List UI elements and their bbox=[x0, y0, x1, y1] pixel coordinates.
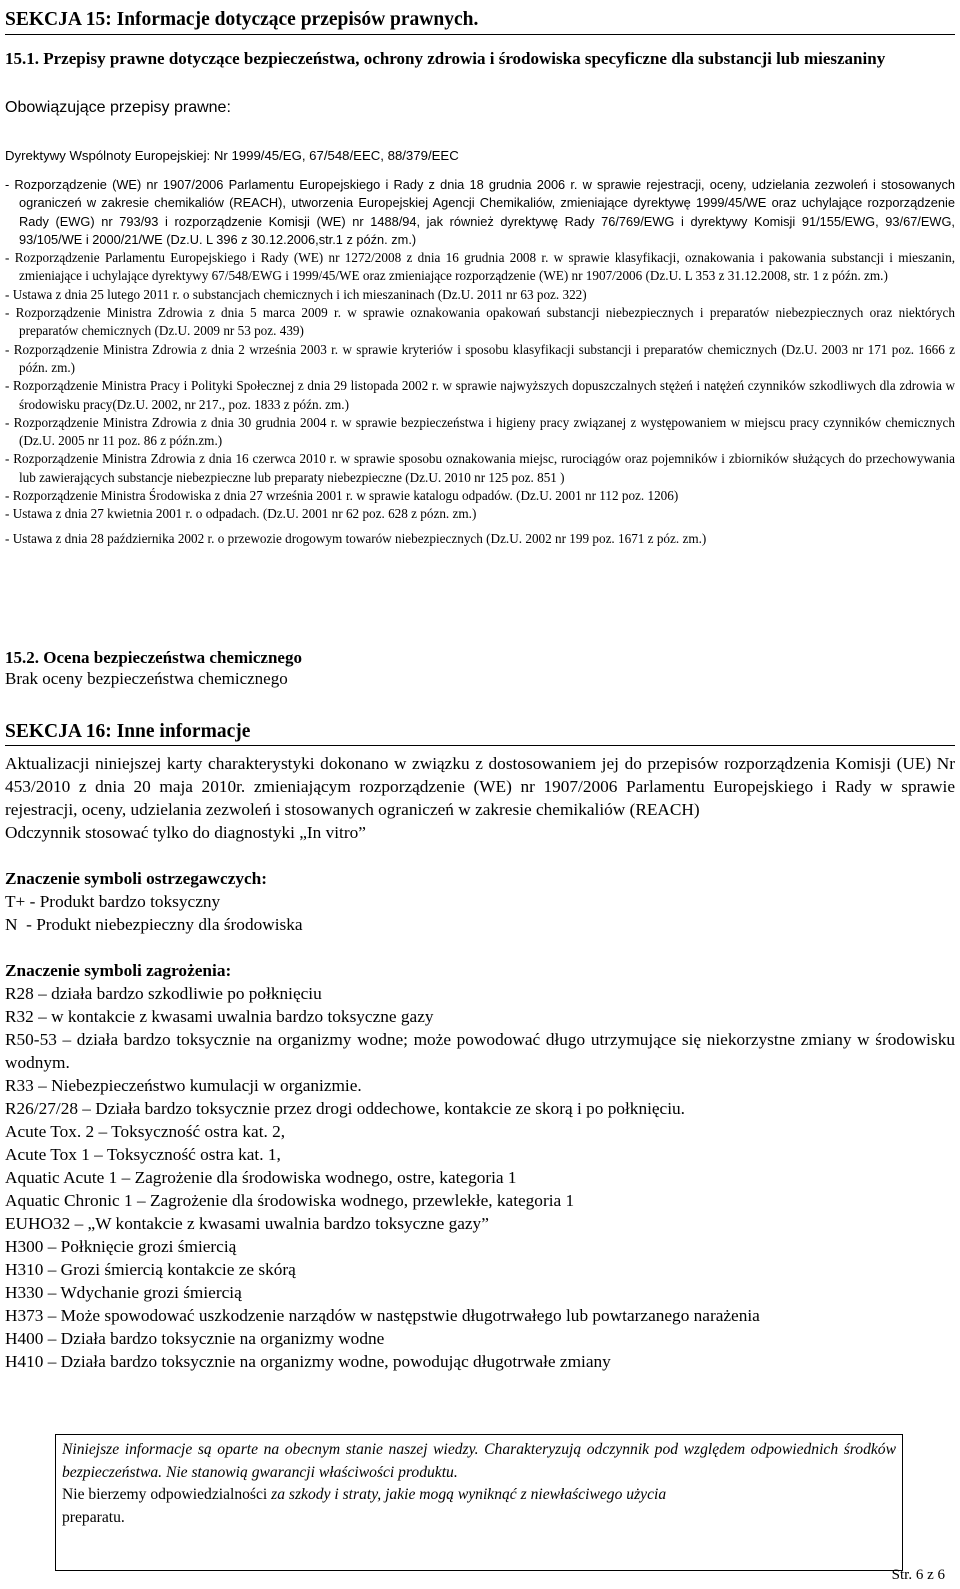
chemical-safety-assessment-text: Brak oceny bezpieczeństwa chemicznego bbox=[5, 669, 288, 688]
regulation-item: - Rozporządzenie (WE) nr 1907/2006 Parlamentu Europejskiego i Rady z dnia 18 grudnia 2006 r. w sprawie rejestracji, oceny, udzielania zezwoleń i stosowanych ograniczeń w zakresie chemikaliów (REACH), utworzenia Europejskiej Agencji Chemikaliów, zmieniające dyrektywę 1999/45/WE oraz uchylające rozporządzenie Rady (EWG) nr 793/93 i rozporządzenie Komisji (WE) nr 1488/94, jak również dyrektywę Rady 76/769/EWG i dyrektywy Komisji 91/155/EWG, 93/67/EWG, 93/105/WE i 2000/21/WE (Dz.U. L 396 z 30.12.2006,str.1 z późn. zm.) bbox=[5, 177, 955, 247]
eu-directives-line: Dyrektywy Wspólnoty Europejskiej: Nr 1999/45/EG, 67/548/EEC, 88/379/EEC bbox=[5, 148, 459, 163]
disclaimer-box bbox=[55, 1434, 903, 1571]
hazard-symbol-item: H300 – Połknięcie grozi śmiercią bbox=[5, 1237, 237, 1256]
hazard-symbol-item: Aquatic Chronic 1 – Zagrożenie dla środowiska wodnego, przewlekłe, kategoria 1 bbox=[5, 1191, 575, 1210]
disclaimer-line-2-normal: Nie bierzemy odpowiedzialności bbox=[62, 1486, 268, 1503]
disclaimer-line-1: Niniejsze informacje są oparte na obecnym stanie naszej wiedzy. Charakteryzują odczynnik pod względem odpowiednich środków bezpieczeństwa. Nie stanowią gwarancji właściwości produktu. bbox=[62, 1441, 896, 1481]
regulation-item: - Rozporządzenie Ministra Zdrowia z dnia 16 czerwca 2010 r. w sprawie sposobu oznakowania miejsc, rurociągów oraz pojemników i zbiorników służących do przechowywania lub zawierających substancje niebezpieczne lub preparaty niebezpieczne (Dz.U. 2010 nr 125 poz. 851 ) bbox=[5, 451, 955, 485]
section-15-title: SEKCJA 15: Informacje dotyczące przepisów prawnych. bbox=[5, 8, 955, 35]
hazard-symbol-item: R50-53 – działa bardzo toksycznie na organizmy wodne; może powodować długo utrzymujące się niekorzystne zmiany w środowisku wodnym. bbox=[5, 1030, 955, 1072]
subsection-15-2-title: 15.2. Ocena bezpieczeństwa chemicznego bbox=[5, 648, 302, 667]
hazard-symbol-item: Aquatic Acute 1 – Zagrożenie dla środowiska wodnego, ostre, kategoria 1 bbox=[5, 1168, 517, 1187]
regulation-item: - Rozporządzenie Ministra Środowiska z dnia 27 września 2001 r. w sprawie katalogu odpadów. (Dz.U. 2001 nr 112 poz. 1206) bbox=[5, 488, 679, 504]
disclaimer-line-2-italic: za szkody i straty, jakie mogą wyniknąć z niewłaściwego użycia bbox=[267, 1486, 667, 1503]
hazard-symbol-item: EUHO32 – „W kontakcie z kwasami uwalnia bardzo toksyczne gazy” bbox=[5, 1214, 489, 1233]
hazard-symbol-item: H310 – Grozi śmiercią kontakcie ze skórą bbox=[5, 1260, 296, 1279]
hazard-symbol-item: H373 – Może spowodować uszkodzenie narządów w następstwie długotrwałego lub powtarzanego narażenia bbox=[5, 1306, 760, 1325]
disclaimer-line-2 bbox=[62, 1484, 896, 1507]
hazard-symbol-item: R33 – Niebezpieczeństwo kumulacji w organizmie. bbox=[5, 1076, 362, 1095]
hazard-symbols-heading: Znaczenie symboli zagrożenia: bbox=[5, 961, 232, 980]
section-16-title: SEKCJA 16: Inne informacje bbox=[5, 720, 955, 746]
disclaimer-line-3: preparatu. bbox=[62, 1508, 125, 1526]
hazard-symbol-item: H400 – Działa bardzo toksycznie na organizmy wodne bbox=[5, 1329, 385, 1348]
warning-symbols-heading: Znaczenie symboli ostrzegawczych: bbox=[5, 869, 268, 888]
hazard-symbol-item: H330 – Wdychanie grozi śmiercią bbox=[5, 1283, 242, 1302]
regulation-item: - Rozporządzenie Parlamentu Europejskiego i Rady (WE) nr 1272/2008 z dnia 16 grudnia 2008 r. w sprawie klasyfikacji, oznakowania i pakowania substancji i mieszanin, zmieniające i uchylające dyrektywy 67/548/EWG i 1999/45/WE oraz zmieniające rozporządzenie (WE) nr 1907/2006 (Dz.U. L 353 z 31.12.2008, str. 1 z późn. zm.) bbox=[5, 250, 955, 284]
regulation-item: - Rozporządzenie Ministra Zdrowia z dnia 2 września 2003 r. w sprawie kryteriów i sposobu klasyfikacji substancji i preparatów chemicznych (Dz.U. 2003 nr 171 poz. 1666 z późn. zm.) bbox=[5, 341, 955, 375]
hazard-symbol-item: R26/27/28 – Działa bardzo toksycznie przez drogi oddechowe, kontakcie ze skorą i po połknięciu. bbox=[5, 1099, 685, 1118]
regulation-item: - Ustawa z dnia 27 kwietnia 2001 r. o odpadach. (Dz.U. 2001 nr 62 poz. 628 z pózn. zm.) bbox=[5, 506, 477, 522]
binding-regulations-label: Obowiązujące przepisy prawne: bbox=[5, 99, 231, 116]
in-vitro-note: Odczynnik stosować tylko do diagnostyki „In vitro” bbox=[5, 823, 366, 842]
regulation-item: - Rozporządzenie Ministra Zdrowia z dnia 5 marca 2009 r. w sprawie oznakowania opakowań substancji niebezpiecznych i preparatów niebezpiecznych oraz niektórych preparatów chemicznych (Dz.U. 2009 nr 53 poz. 439) bbox=[5, 305, 955, 339]
regulations-list bbox=[5, 176, 955, 548]
warning-symbol-item: N - Produkt niebezpieczny dla środowiska bbox=[5, 915, 303, 934]
regulation-item: - Ustawa z dnia 25 lutego 2011 r. o substancjach chemicznych i ich mieszaninach (Dz.U. 2011 nr 63 poz. 322) bbox=[5, 286, 587, 302]
hazard-symbol-item: R32 – w kontakcie z kwasami uwalnia bardzo toksyczne gazy bbox=[5, 1007, 434, 1026]
warning-symbol-item: T+ - Produkt bardzo toksyczny bbox=[5, 892, 221, 911]
page-number: Str. 6 z 6 bbox=[891, 1567, 945, 1583]
section-16-body bbox=[5, 752, 955, 1373]
regulation-item: - Rozporządzenie Ministra Zdrowia z dnia 30 grudnia 2004 r. w sprawie bezpieczeństwa i higieny pracy związanej z występowaniem w miejscu pracy czynników chemicznych (Dz.U. 2005 nr 11 poz. 86 z późn.zm.) bbox=[5, 414, 955, 449]
document-page bbox=[5, 0, 955, 1589]
subsection-15-1-title: 15.1. Przepisy prawne dotyczące bezpieczeństwa, ochrony zdrowia i środowiska specyficzne dla substancji lub mieszaniny bbox=[5, 49, 886, 68]
regulation-item: - Ustawa z dnia 28 października 2002 r. o przewozie drogowym towarów niebezpiecznych (Dz.U. 2002 nr 199 poz. 1671 z póz. zm.) bbox=[5, 530, 707, 546]
hazard-symbol-item: Acute Tox. 2 – Toksyczność ostra kat. 2, bbox=[5, 1122, 286, 1141]
hazard-symbol-item: R28 – działa bardzo szkodliwie po połknięciu bbox=[5, 984, 322, 1003]
update-info-text: Aktualizacji niniejszej karty charakterystyki dokonano w związku z dostosowaniem jej do przepisów rozporządzenia Komisji (UE) Nr 453/2010 z dnia 20 maja 2010r. zmieniającym rozporządzenie (WE) nr 1907/2006 Parlamentu Europejskiego i Rady w sprawie rejestracji, oceny, udzielania zezwoleń i stosowanych ograniczeń w zakresie chemikaliów (REACH) bbox=[5, 754, 955, 819]
subsection-15-2 bbox=[5, 648, 955, 690]
hazard-symbol-item: Acute Tox 1 – Toksyczność ostra kat. 1, bbox=[5, 1145, 281, 1164]
hazard-symbol-item: H410 – Działa bardzo toksycznie na organizmy wodne, powodując długotrwałe zmiany bbox=[5, 1352, 611, 1371]
regulation-item: - Rozporządzenie Ministra Pracy i Polityki Społecznej z dnia 29 listopada 2002 r. w sprawie najwyższych dopuszczalnych stężeń i natężeń czynników szkodliwych dla zdrowia w środowisku pracy(Dz.U. 2002, nr 217., poz. 1833 z późn. zm.) bbox=[5, 378, 955, 412]
